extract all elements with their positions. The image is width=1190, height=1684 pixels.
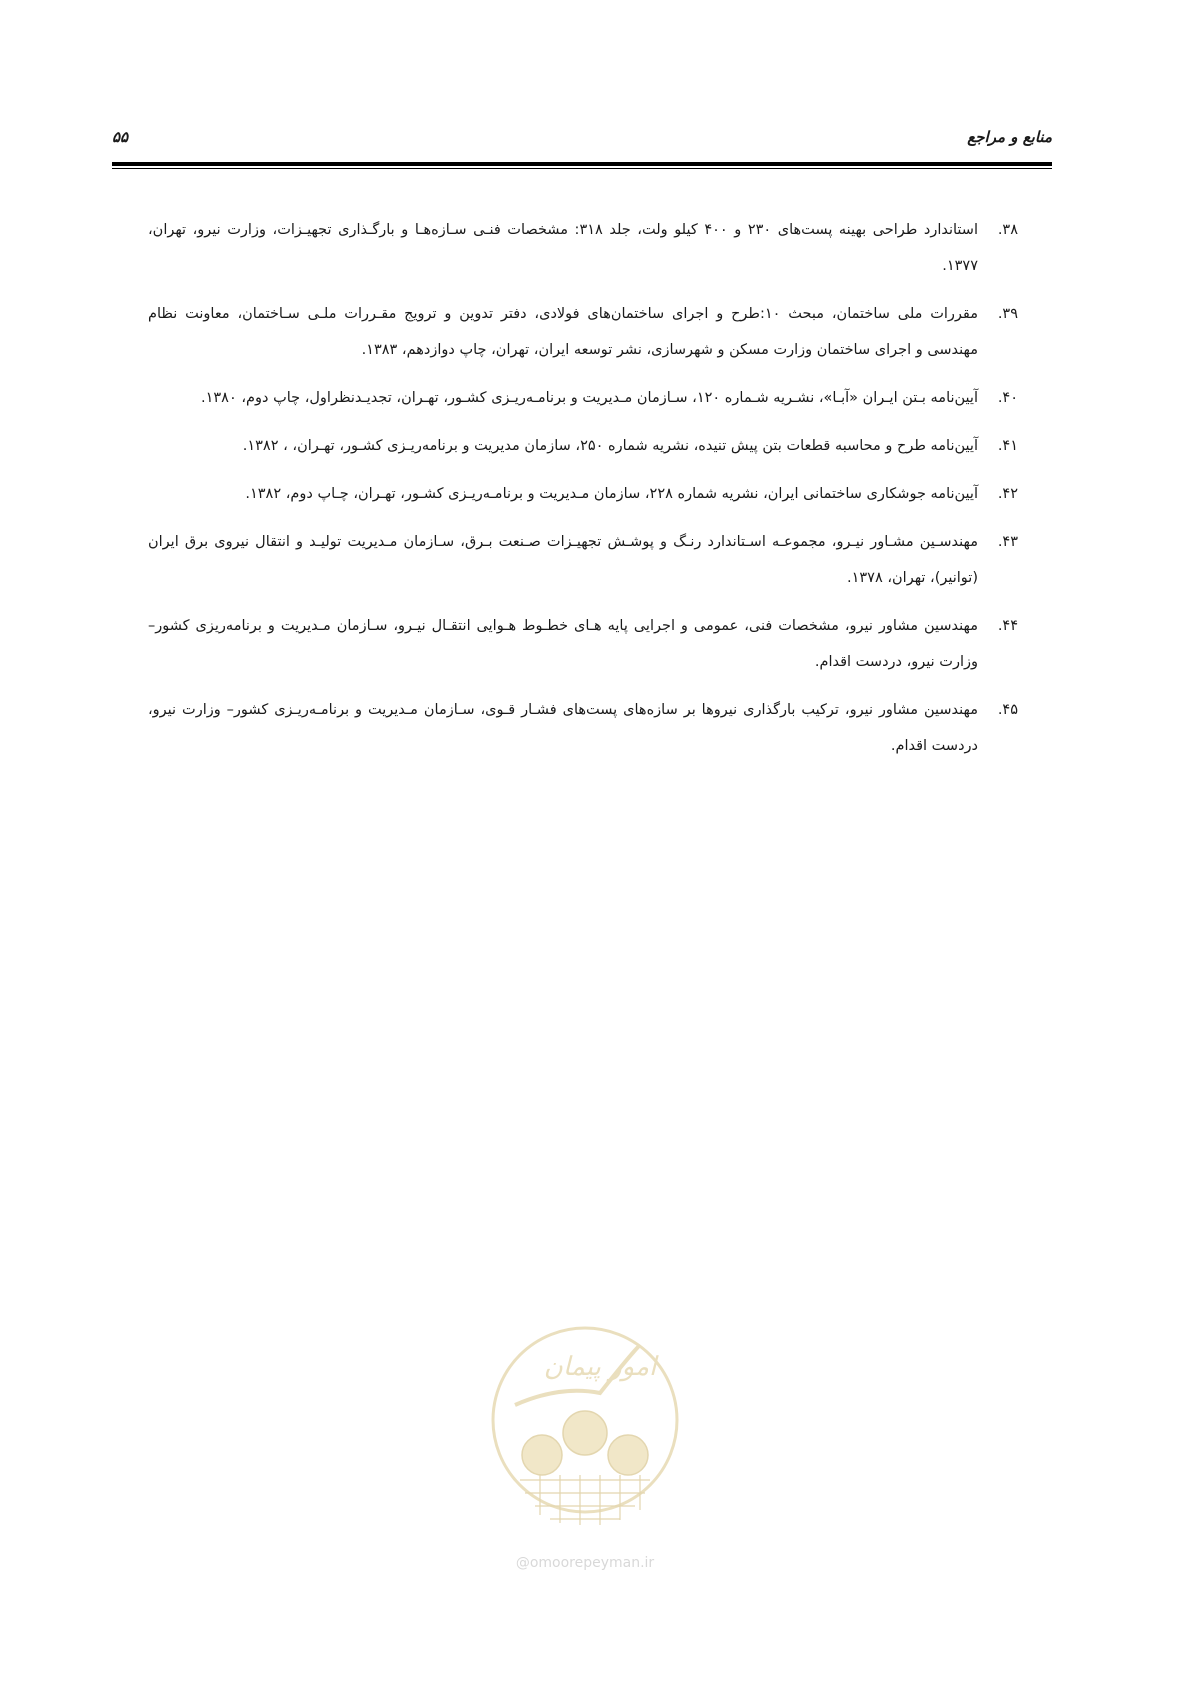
page-header <box>112 128 1052 158</box>
reference-list <box>148 212 1018 776</box>
reference-number: ۴۰. <box>997 390 1018 406</box>
watermark-site: @omoorepeyman.ir <box>515 1555 655 1571</box>
header-rule-thick <box>112 162 1052 166</box>
reference-item <box>148 212 1018 284</box>
reference-number: ۴۳. <box>997 534 1018 550</box>
running-title: منابع و مراجع <box>967 128 1052 146</box>
reference-text: آیین‌نامه طرح و محاسبه قطعات بتن پیش تنیده، نشریه شماره ۲۵۰، سازمان مدیریت و برنامه‌ریـزی کشـور، تهـران، ، ۱۳۸۲. <box>242 438 978 454</box>
watermark-emblem-icon <box>480 1315 690 1545</box>
reference-text: آیین‌نامه بـتن ایـران «آبـا»، نشـریه شـماره ۱۲۰، سـازمان مـدیریت و برنامـه‌ریـزی کشـور، تهـران، تجدیـدنظراول، چاپ دوم، ۱۳۸۰. <box>200 390 978 406</box>
reference-number: ۴۱. <box>997 438 1018 454</box>
reference-number: ۳۹. <box>997 306 1018 322</box>
reference-text: مهندسـین مشـاور نیـرو، مجموعـه اسـتاندارد رنـگ و پوشـش تجهیـزات صـنعت بـرق، سـازمان مـدیریت تولیـد و انتقال نیروی برق ایران (توانیر)، تهران، ۱۳۷۸. <box>148 534 978 586</box>
reference-item <box>148 692 1018 764</box>
reference-number: ۴۵. <box>997 702 1018 718</box>
reference-item <box>148 296 1018 368</box>
reference-text: مقررات ملی ساختمان، مبحث ۱۰:طرح و اجرای ساختمان‌های فولادی، دفتر تدوین و ترویج مقـررات ملـی سـاختمان، معاونت نظام مهندسی و اجرای ساختمان وزارت مسکن و شهرسازی، نشر توسعه ایران، تهران، چاپ دوازدهم، ۱۳۸۳. <box>148 306 978 358</box>
reference-number: ۳۸. <box>997 222 1018 238</box>
reference-item <box>148 476 1018 512</box>
reference-text: استاندارد طراحی بهینه پست‌های ۲۳۰ و ۴۰۰ کیلو ولت، جلد ۳۱۸: مشخصات فنـی سـازه‌هـا و بارگـذاری تجهیـزات، وزارت نیرو، تهران، ۱۳۷۷. <box>148 222 978 274</box>
reference-number: ۴۲. <box>997 486 1018 502</box>
reference-item <box>148 380 1018 416</box>
reference-text: آیین‌نامه جوشکاری ساختمانی ایران، نشریه شماره ۲۲۸، سازمان مـدیریت و برنامـه‌ریـزی کشـور، تهـران، چـاپ دوم، ۱۳۸۲. <box>245 486 978 502</box>
header-rule-thin <box>112 168 1052 169</box>
reference-item <box>148 608 1018 680</box>
reference-text: مهندسین مشاور نیرو، ترکیب بارگذاری نیروها بر سازه‌های پست‌های فشـار قـوی، سـازمان مـدیریت و برنامـه‌ریـزی کشور– وزارت نیرو، دردست اقدام. <box>148 702 978 754</box>
reference-number: ۴۴. <box>997 618 1018 634</box>
reference-item <box>148 428 1018 464</box>
watermark-logo <box>480 1315 690 1585</box>
watermark-script: امور پیمان <box>543 1352 657 1382</box>
reference-text: مهندسین مشاور نیرو، مشخصات فنی، عمومی و اجرایی پایه هـای خطـوط هـوایی انتقـال نیـرو، سـازمان مـدیریت و برنامه‌ریزی کشور– وزارت نیرو، دردست اقدام. <box>148 618 978 670</box>
page-number: ۵۵ <box>112 128 129 146</box>
reference-item <box>148 524 1018 596</box>
